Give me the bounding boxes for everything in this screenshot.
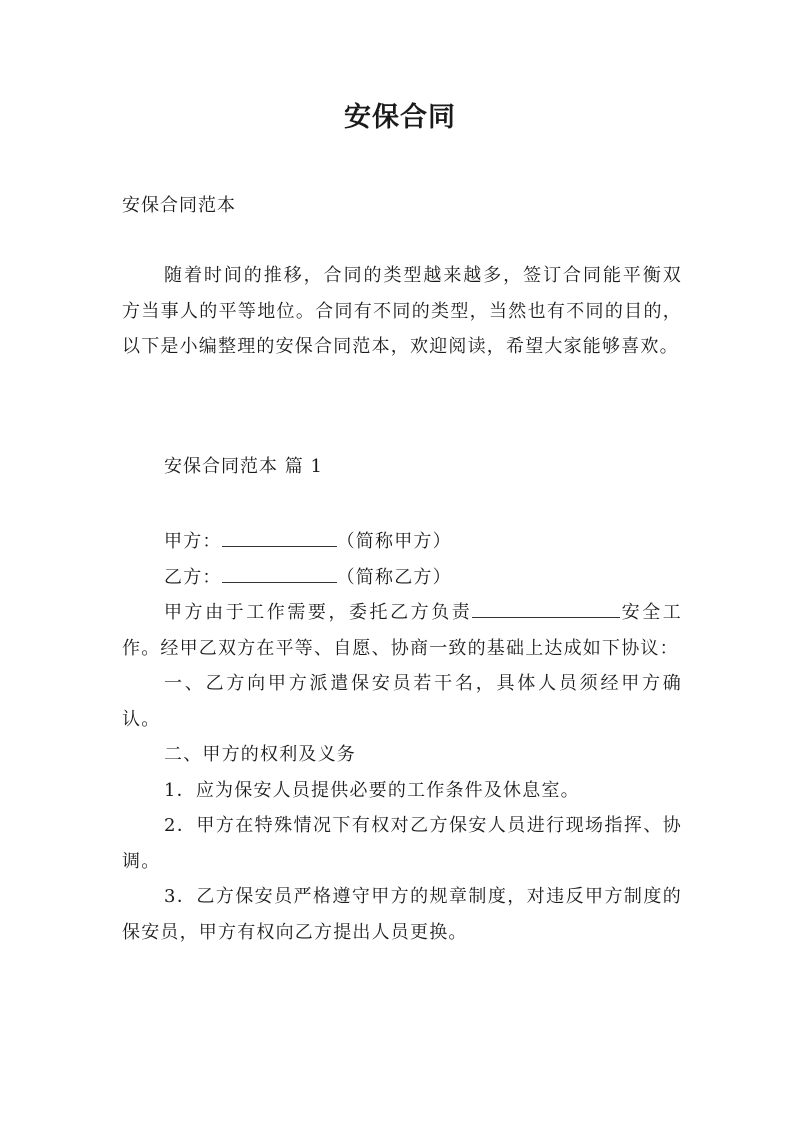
clause-2-heading: 二、甲方的权利及义务 [164, 744, 356, 765]
party-a-label: 甲方： [164, 531, 222, 552]
intro-paragraph: 随着时间的推移，合同的类型越来越多，签订合同能平衡双方当事人的平等地位。合同有不同的类型，当然也有不同的目的，以下是小编整理的安保合同范本，欢迎阅读，希望大家能够喜欢。 [122, 265, 682, 357]
entrust-paragraph [122, 595, 682, 666]
clause-1: 一、乙方向甲方派遣保安员若干名，具体人员须经甲方确认。 [122, 673, 682, 730]
document-title: 安保合同 [344, 102, 456, 133]
party-a-blank [222, 526, 337, 547]
party-b-line [122, 560, 682, 596]
section-heading: 安保合同范本 篇 1 [164, 456, 323, 477]
clause-2-item-1: 1．应为保安人员提供必要的工作条件及休息室。 [164, 779, 580, 801]
contract-body [122, 524, 682, 950]
entrust-prefix: 甲方由于工作需要，委托乙方负责 [164, 602, 473, 623]
work-scope-blank [472, 597, 620, 618]
clause-2-item-3: 3．乙方保安员严格遵守甲方的规章制度，对违反甲方制度的保安员，甲方有权向乙方提出人员更换。 [122, 886, 682, 943]
clause-2-item-2: 2．甲方在特殊情况下有权对乙方保安人员进行现场指挥、协调。 [122, 815, 682, 872]
document-subtitle: 安保合同范本 [122, 195, 236, 216]
party-a-line [122, 524, 682, 560]
party-b-label: 乙方： [164, 566, 222, 588]
party-b-blank [222, 562, 337, 583]
party-b-suffix: （简称乙方） [336, 566, 452, 588]
party-a-suffix: （简称甲方） [336, 531, 452, 552]
entrust-suffix: 安全工作。经甲乙双方在平等、自愿、协商一致的基础上达成如下协议： [122, 602, 682, 659]
